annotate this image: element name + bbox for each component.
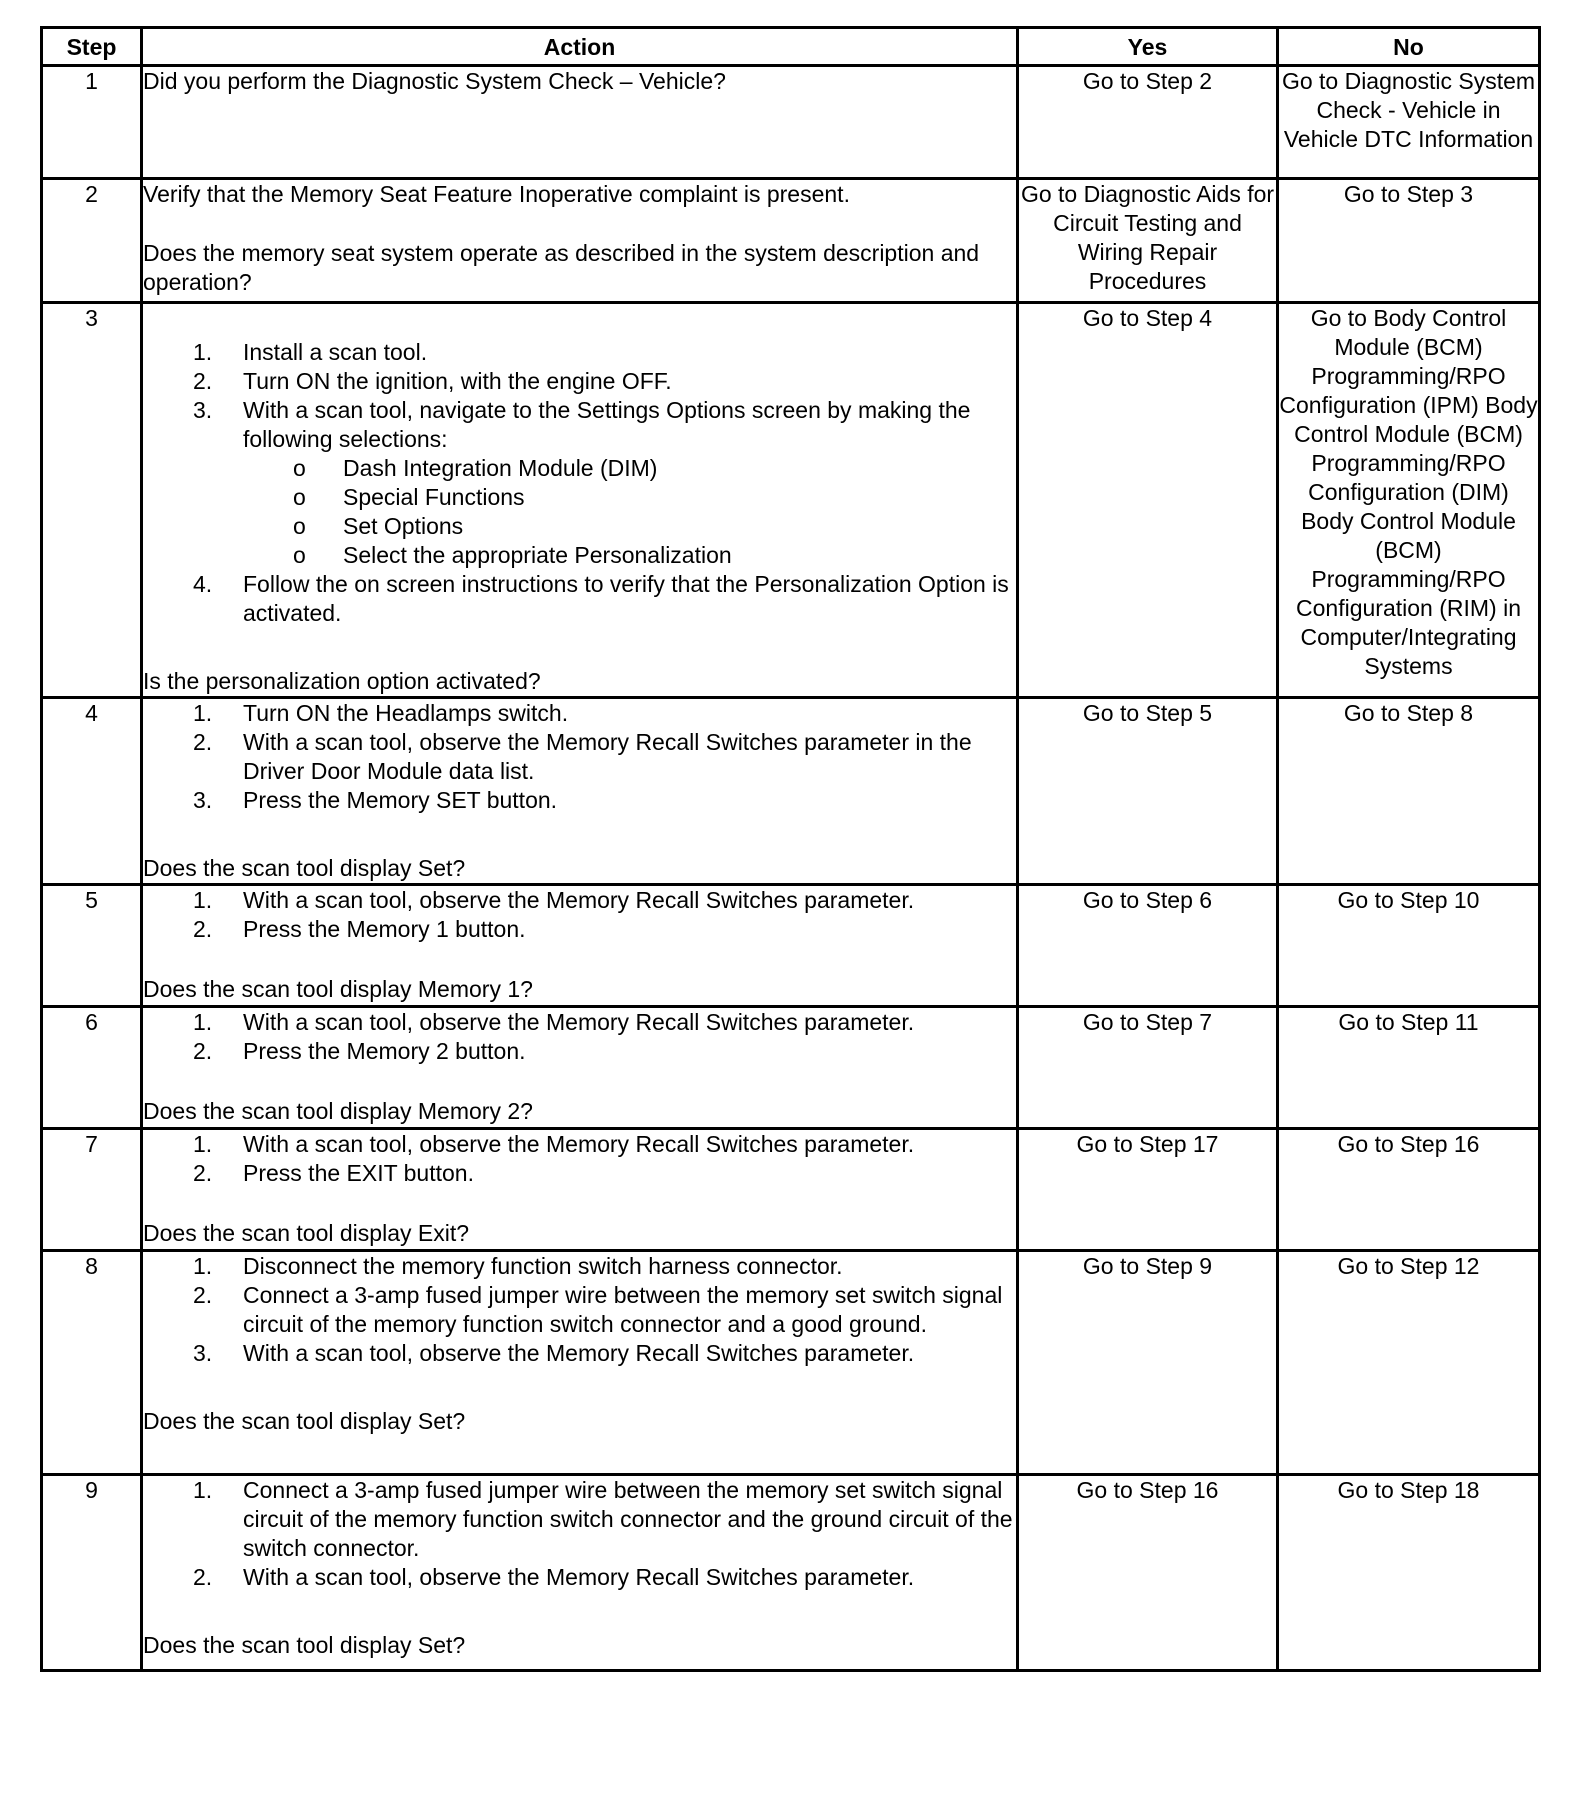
action-question: Is the personalization option activated? <box>143 668 541 694</box>
step-number: 5 <box>42 885 142 1007</box>
sub-list-item: o Select the appropriate Personalization <box>293 542 732 568</box>
no-cell: Go to Step 16 <box>1278 1129 1540 1251</box>
no-cell: Go to Step 11 <box>1278 1007 1540 1129</box>
list-item: 2. Press the Memory 2 button. <box>193 1038 526 1064</box>
list-item: 1. With a scan tool, observe the Memory Recall Switches parameter. <box>193 1009 915 1035</box>
list-item: 2. With a scan tool, observe the Memory Recall Switches parameter. <box>193 1564 915 1590</box>
action-question: Does the scan tool display Set? <box>143 855 466 881</box>
yes-cell: Go to Step 5 <box>1018 698 1278 885</box>
action-steps <box>143 886 1016 944</box>
no-cell: Go to Step 8 <box>1278 698 1540 885</box>
action-text: Verify that the Memory Seat Feature Inoperative complaint is present. <box>143 181 850 207</box>
no-cell: Go to Step 12 <box>1278 1251 1540 1475</box>
action-cell <box>142 179 1018 303</box>
yes-cell: Go to Step 4 <box>1018 303 1278 698</box>
no-cell: Go to Step 10 <box>1278 885 1540 1007</box>
step-number: 3 <box>42 303 142 698</box>
no-cell: Go to Diagnostic System Check - Vehicle in Vehicle DTC Information <box>1278 66 1540 179</box>
no-cell: Go to Step 3 <box>1278 179 1540 303</box>
action-question: Does the scan tool display Memory 1? <box>143 976 533 1002</box>
list-item: 1. Connect a 3-amp fused jumper wire between the memory set switch signal circuit of the memory function switch connector and the ground circuit of the switch connector. <box>193 1477 1013 1561</box>
action-steps <box>143 1130 1016 1188</box>
step-number: 8 <box>42 1251 142 1475</box>
list-item: 3. Press the Memory SET button. <box>193 787 558 813</box>
list-item: 2. Press the EXIT button. <box>193 1160 474 1186</box>
table-row <box>42 66 1540 179</box>
table-row <box>42 1007 1540 1129</box>
list-item: 1. Install a scan tool. <box>193 339 428 365</box>
header-no: No <box>1278 28 1540 66</box>
sub-list-item: o Special Functions <box>293 484 525 510</box>
action-question: Does the scan tool display Memory 2? <box>143 1098 533 1124</box>
table-row <box>42 1475 1540 1671</box>
list-item: 2. Press the Memory 1 button. <box>193 916 526 942</box>
list-item: 1. With a scan tool, observe the Memory Recall Switches parameter. <box>193 1131 915 1157</box>
table-row <box>42 1129 1540 1251</box>
step-number: 2 <box>42 179 142 303</box>
yes-cell: Go to Step 7 <box>1018 1007 1278 1129</box>
yes-cell: Go to Step 9 <box>1018 1251 1278 1475</box>
sub-list-item: o Dash Integration Module (DIM) <box>293 455 658 481</box>
action-cell <box>142 1007 1018 1129</box>
list-item: 3. With a scan tool, observe the Memory Recall Switches parameter. <box>193 1340 915 1366</box>
table-row <box>42 303 1540 698</box>
list-item: 1. Disconnect the memory function switch harness connector. <box>193 1253 843 1279</box>
action-question: Does the scan tool display Set? <box>143 1408 466 1434</box>
no-cell: Go to Body Control Module (BCM) Programming/RPO Configuration (IPM) Body Control Module (BCM) Programming/RPO Configuration (DIM) Body Control Module (BCM) Programming/RPO Configuration (RIM) in Computer/Integrating Systems <box>1278 303 1540 698</box>
table-row <box>42 179 1540 303</box>
action-question: Does the scan tool display Set? <box>143 1632 466 1658</box>
yes-cell: Go to Step 6 <box>1018 885 1278 1007</box>
list-item: 3. With a scan tool, navigate to the Settings Options screen by making the following selections: o Dash Integration Module (DIM) o Special Functions o Set Options o Select the appropriate Personalization <box>143 396 1016 570</box>
list-item: 4. Follow the on screen instructions to verify that the Personalization Option is activated. <box>193 571 1009 626</box>
step-number: 4 <box>42 698 142 885</box>
step-number: 6 <box>42 1007 142 1129</box>
action-steps <box>143 1252 1016 1368</box>
header-yes: Yes <box>1018 28 1278 66</box>
header-action: Action <box>142 28 1018 66</box>
sub-list-item: o Set Options <box>293 513 464 539</box>
list-item: 1. Turn ON the Headlamps switch. <box>193 700 569 726</box>
action-cell <box>142 698 1018 885</box>
step-number: 7 <box>42 1129 142 1251</box>
action-text: Did you perform the Diagnostic System Check – Vehicle? <box>143 68 726 94</box>
action-question: Does the memory seat system operate as described in the system description and operation? <box>143 240 980 295</box>
yes-cell: Go to Diagnostic Aids for Circuit Testing and Wiring Repair Procedures <box>1018 179 1278 303</box>
step-number: 1 <box>42 66 142 179</box>
diagnostic-table <box>40 26 1541 1672</box>
no-cell: Go to Step 18 <box>1278 1475 1540 1671</box>
list-item: 2. Turn ON the ignition, with the engine OFF. <box>193 368 672 394</box>
action-cell <box>142 1475 1018 1671</box>
action-cell <box>142 885 1018 1007</box>
action-cell <box>142 303 1018 698</box>
action-cell <box>142 1251 1018 1475</box>
list-item: 2. With a scan tool, observe the Memory Recall Switches parameter in the Driver Door Module data list. <box>193 729 972 784</box>
list-item: 1. With a scan tool, observe the Memory Recall Switches parameter. <box>193 887 915 913</box>
action-steps <box>143 1008 1016 1066</box>
header-row <box>42 28 1540 66</box>
action-question: Does the scan tool display Exit? <box>143 1220 470 1246</box>
table-row <box>42 885 1540 1007</box>
action-steps <box>143 338 1016 628</box>
yes-cell: Go to Step 16 <box>1018 1475 1278 1671</box>
yes-cell: Go to Step 17 <box>1018 1129 1278 1251</box>
table-row <box>42 698 1540 885</box>
yes-cell: Go to Step 2 <box>1018 66 1278 179</box>
action-steps <box>143 1476 1016 1592</box>
action-steps <box>143 699 1016 815</box>
sub-list <box>243 454 1016 570</box>
header-step: Step <box>42 28 142 66</box>
table-row <box>42 1251 1540 1475</box>
action-cell <box>142 66 1018 179</box>
action-cell <box>142 1129 1018 1251</box>
list-item: 2. Connect a 3-amp fused jumper wire between the memory set switch signal circuit of the memory function switch connector and a good ground. <box>193 1282 1003 1337</box>
step-number: 9 <box>42 1475 142 1671</box>
